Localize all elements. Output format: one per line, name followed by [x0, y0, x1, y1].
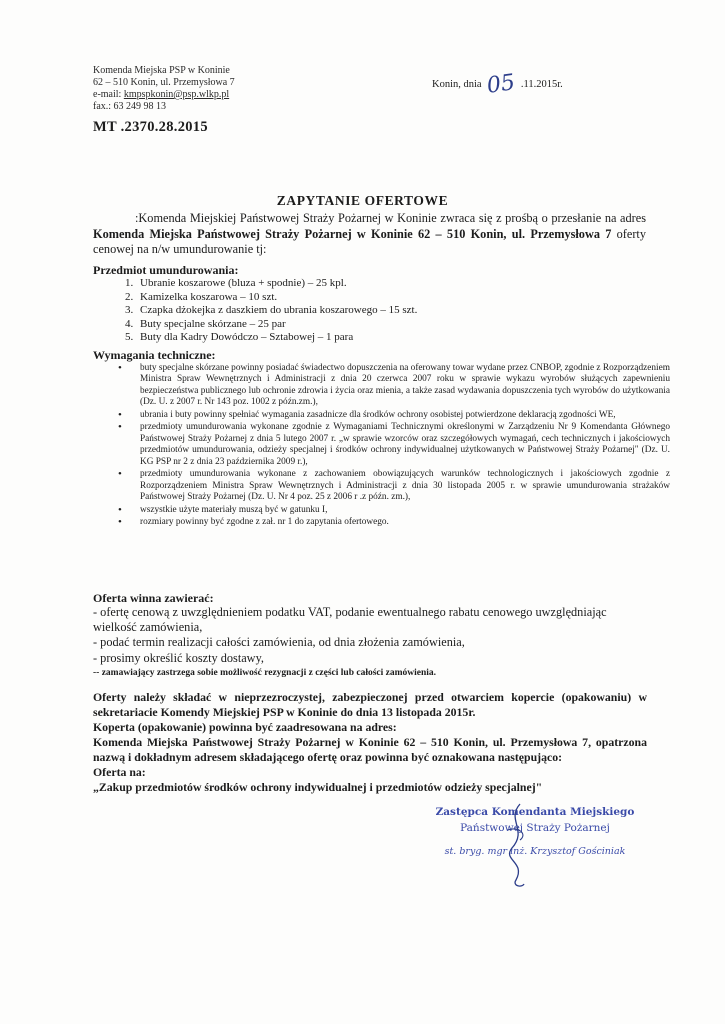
- sender-email-line: [93, 89, 235, 101]
- closing-offer-label: Oferta na:: [93, 765, 146, 779]
- signature-scribble: [498, 800, 538, 890]
- list-item: 1. Ubranie koszarowe (bluza + spodnie) – 25 kpl.: [136, 277, 417, 291]
- list-item: 5. Buty dla Kadry Dowódczo – Sztabowej – 1 para: [136, 331, 417, 345]
- list-item: • ubrania i buty powinny spełniać wymagania zasadnicze dla środków ochrony osobistej potwierdzone deklaracją zgodności WE,: [140, 410, 670, 421]
- closing-block: [93, 690, 647, 795]
- subject-heading: Przedmiot umundurowania:: [93, 263, 239, 277]
- closing-envelope: Koperta (opakowanie) powinna być zaadresowana na adres:: [93, 720, 397, 734]
- stamp-title: Zastępca Komendanta Miejskiego: [435, 806, 635, 818]
- intro-part1: :Komenda Miejskiej Państwowej Straży Pożarnej w Koninie zwraca się z prośbą o przesłanie na adres: [135, 211, 646, 225]
- list-item: • przedmioty umundurowania wykonane zgodnie z Wymaganiami Technicznymi określonymi w Zarządzeniu Nr 9 Komendanta Głównego Państwowej Straży Pożarnej z dnia 5 lutego 2007 r. „w sprawie wzorców oraz szczegółowych wymagań, cech technicznych i jakościowych przedmiotów umundurowania, odzieży specjalnej i środków ochrony indywidualnej użytkowanych w Państwowej Straży Pożarnej" (Dz. U. KG PSP nr 2 z dnia 23 października 2009 r.),: [140, 422, 670, 468]
- items-list: [115, 277, 417, 345]
- offer-line: - podać termin realizacji całości zamówienia, od dnia złożenia zamówienia,: [93, 635, 465, 650]
- closing-deadline: Oferty należy składać w nieprzezroczystej, zabezpieczonej przed otwarciem kopercie (opakowaniu) w sekretariacie Komendy Miejskiej PSP w Koninie do dnia 13 listopada 2015r.: [93, 690, 647, 719]
- list-item: 3. Czapka dżokejka z daszkiem do ubrania koszarowego – 15 szt.: [136, 304, 417, 318]
- reference-number: MT .2370.28.2015: [93, 119, 208, 135]
- sender-name: Komenda Miejska PSP w Koninie: [93, 65, 230, 76]
- intro-address: Komenda Miejska Państwowej Straży Pożarnej w Koninie 62 – 510 Konin, ul. Przemysłowa 7: [93, 226, 612, 241]
- date-day-handwritten: 05: [485, 70, 517, 99]
- offer-contents: [93, 605, 653, 681]
- stamp-organization: Państwowej Straży Pożarnej: [460, 822, 610, 834]
- intro-part2: oferty cenowej na n/w umundurowanie tj:: [93, 226, 646, 256]
- offer-line: - prosimy określić koszty dostawy,: [93, 650, 264, 665]
- sender-email-link[interactable]: kmpspkonin@psp.wlkp.pl: [123, 89, 230, 100]
- list-item: 2. Kamizelka koszarowa – 10 szt.: [136, 291, 417, 305]
- date-line: [432, 68, 563, 99]
- list-item: • przedmioty umundurowania wykonane z zachowaniem obowiązujących warunków technologicznych i jakościowych zgodnie z Rozporządzeniem Ministra Spraw Wewnętrznych i Administracji z dnia 30 listopada 2005 r. w sprawie umundurowania strażaków Państwowej Straży Pożarnej (Dz. U. Nr 4 poz. 25 z 2006 r .z późn. zm.),: [140, 469, 670, 503]
- requirements-list: [118, 363, 670, 530]
- offer-line: - ofertę cenową z uwzględnieniem podatku VAT, podanie ewentualnego rabatu cenowego uwzględniając wielkość zamówienia,: [93, 605, 607, 635]
- document-title: ZAPYTANIE OFERTOWE: [276, 193, 449, 208]
- offer-heading: Oferta winna zawierać:: [93, 591, 214, 605]
- list-item: 4. Buty specjalne skórzane – 25 par: [136, 318, 417, 332]
- list-item: • buty specjalne skórzane powinny posiadać świadectwo dopuszczenia na oferowany towar wydane przez CNBOP, zgodnie z Rozporządzeniem Ministra Spraw Wewnętrznych i Administracji z dnia 20 czerwca 2007 roku w sprawie wykazu wyrobów służących zapewnieniu bezpieczeństwa publicznego lub ochronie zdrowia i życia oraz mienia, a także zasad wydawania dopuszczenia tych wyrobów do użytkowania (Dz. U. z 2007 r. Nr 143 poz. 1002 z późn.zm.),: [140, 363, 670, 409]
- sender-address: 62 – 510 Konin, ul. Przemysłowa 7: [93, 77, 235, 88]
- sender-email-label: e-mail:: [93, 89, 124, 100]
- sender-fax: fax.: 63 249 98 13: [93, 101, 167, 112]
- intro-paragraph: [93, 211, 646, 258]
- stamp-signatory: st. bryg. mgr inż. Krzysztof Gościniak: [444, 846, 626, 857]
- list-item: • wszystkie użyte materiały muszą być w gatunku I,: [140, 505, 670, 516]
- closing-offer-title: „Zakup przedmiotów środków ochrony indywidualnej i przedmiotów odzieży specjalnej": [93, 780, 543, 794]
- list-item: • rozmiary powinny być zgodne z zał. nr 1 do zapytania ofertowego.: [140, 517, 670, 528]
- date-suffix: .11.2015r.: [520, 79, 563, 90]
- date-prefix: Konin, dnia: [432, 79, 482, 90]
- closing-address: Komenda Miejska Państwowej Straży Pożarnej w Koninie 62 – 510 Konin, ul. Przemysłowa 7, opatrzona nazwą i dokładnym adresem składającego ofertę oraz powinna być oznakowana następująco:: [93, 735, 647, 764]
- sender-block: [93, 65, 235, 113]
- offer-note: -- zamawiający zastrzega sobie możliwość rezygnacji z części lub całości zamówienia.: [93, 667, 437, 678]
- requirements-heading: Wymagania techniczne:: [93, 348, 216, 362]
